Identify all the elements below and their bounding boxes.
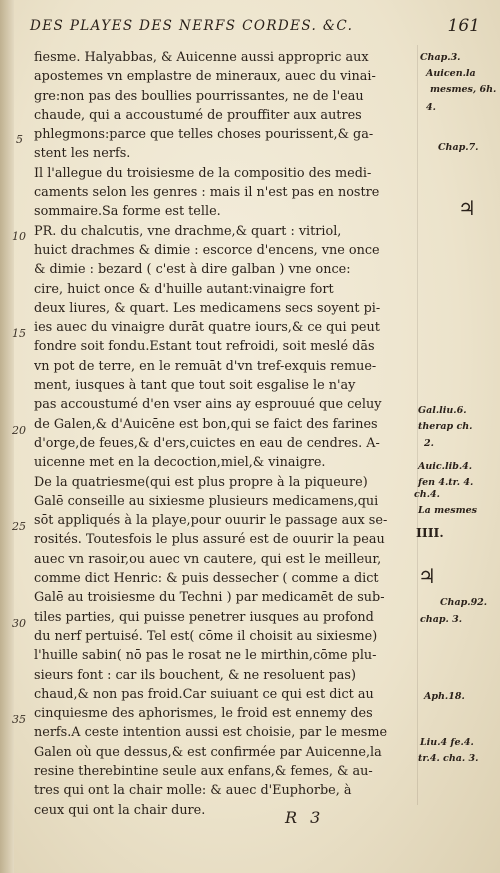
text-line: caments selon les genres : mais il n'est pas en nostre	[34, 185, 380, 201]
text-line: resine therebintine seule aux enfans,& femes, & au-	[34, 763, 373, 779]
margin-gloss: Auicen.la	[426, 68, 476, 79]
text-line: du nerf pertuisé. Tel est( cōme il choisit au sixiesme)	[34, 628, 378, 644]
text-line: cire, huict once & d'huille autant:vinaigre fort	[34, 281, 334, 297]
text-line: & dimie : bezard ( c'est à dire galban ) vne once:	[34, 262, 351, 278]
text-line: rosités. Toutesfois le plus assuré est de ouurir la peau	[34, 532, 385, 548]
text-line: apostemes vn emplastre de mineraux, auec du vinai-	[34, 69, 376, 85]
line-number: 30	[12, 617, 26, 630]
text-line: Galē au troisiesme du Techni ) par medicamēt de sub-	[34, 590, 385, 606]
text-line: cinquiesme des aphorismes, le froid est ennemy des	[34, 706, 373, 722]
text-line: pas accoustumé d'en vser ains ay esprouué que celuy	[34, 397, 382, 413]
body-text	[34, 48, 412, 820]
line-number: 5	[16, 133, 23, 146]
recipe-symbol-icon: ♃	[458, 196, 476, 220]
margin-gloss: Liu.4 fe.4.	[420, 737, 474, 748]
margin-gloss: Chap.7.	[438, 142, 479, 153]
margin-gloss: fen 4.tr. 4.	[418, 477, 474, 488]
text-line: ceux qui ont la chair dure.	[34, 802, 206, 818]
margin-gloss: 4.	[426, 102, 436, 113]
line-number: 35	[12, 713, 26, 726]
line-number: 10	[12, 230, 26, 243]
text-line: sieurs font : car ils bouchent, & ne resoluent pas)	[34, 667, 356, 683]
text-line: auec vn rasoir,ou auec vn cautere, qui est le meilleur,	[34, 551, 382, 567]
margin-gloss: La mesmes	[418, 505, 478, 516]
running-header	[30, 18, 490, 42]
text-line: chaude, qui a accoustumé de prouffiter aux autres	[34, 107, 362, 123]
text-line: De la quatriesme(qui est plus propre à la piqueure)	[34, 474, 368, 490]
line-number: 15	[12, 327, 26, 340]
recipe-symbol-icon: ♃	[418, 564, 436, 588]
text-line: vn pot de terre, en le remuāt d'vn tref-exquis remue-	[34, 358, 377, 374]
text-line: comme dict Henric: & puis dessecher ( comme a dict	[34, 571, 379, 587]
text-line: sommaire.Sa forme est telle.	[34, 204, 221, 220]
margin-gloss: tr.4. cha. 3.	[418, 753, 479, 764]
margin-gloss: Chap.3.	[420, 52, 461, 63]
page-number: 161	[447, 16, 480, 36]
text-line: deux liures, & quart. Les medicamens secs soyent pi-	[34, 300, 381, 316]
text-line: l'huille sabin( nō pas le rosat ne le mirthin,cōme plu-	[34, 648, 377, 664]
margin-gloss: Gal.liu.6.	[418, 405, 467, 416]
text-line: uicenne met en la decoction,miel,& vinaigre.	[34, 455, 326, 471]
signature-mark: R 3	[285, 808, 325, 827]
text-line: nerfs.A ceste intention aussi est choisie, par le mesme	[34, 725, 388, 741]
text-line: chaud,& non pas froid.Car suiuant ce qui est dict au	[34, 686, 374, 702]
text-line: PR. du chalcutis, vne drachme,& quart : vitriol,	[34, 223, 342, 239]
margin-gloss: chap. 3.	[420, 614, 463, 625]
margin-gloss: Aph.18.	[424, 691, 465, 702]
text-line: fiesme. Halyabbas, & Auicenne aussi appropric aux	[34, 50, 369, 65]
text-line: fondre soit fondu.Estant tout refroidi, soit meslé dās	[34, 339, 375, 355]
text-line: Galē conseille au sixiesme plusieurs medicamens,qui	[34, 493, 379, 509]
margin-gloss: therap ch.	[418, 421, 473, 432]
margin-gloss: ch.4.	[414, 489, 440, 500]
text-line: d'orge,de feues,& d'ers,cuictes en eau de cendres. A-	[34, 435, 380, 451]
text-line: ies auec du vinaigre durāt quatre iours,& ce qui peut	[34, 320, 380, 336]
margin-gloss: mesmes, 6h.	[430, 84, 497, 95]
text-line: sōt appliqués à la playe,pour ouurir le passage aux se-	[34, 513, 388, 529]
margin-gloss: 2.	[424, 438, 434, 449]
text-line: ment, iusques à tant que tout soit esgalise le n'ay	[34, 378, 356, 394]
line-number: 25	[12, 520, 26, 533]
text-line: phlegmons:parce que telles choses pourissent,& ga-	[34, 127, 374, 143]
text-line: tiles parties, qui puisse penetrer iusques au profond	[34, 609, 374, 625]
line-number: 20	[12, 424, 26, 437]
text-line: Il l'allegue du troisiesme de la compositio des medi-	[34, 165, 372, 181]
text-line: tres qui ont la chair molle: & auec d'Euphorbe, à	[34, 783, 352, 799]
text-line: huict drachmes & dimie : escorce d'encens, vne once	[34, 242, 380, 258]
margin-gloss: IIII.	[416, 525, 444, 540]
text-line: Galen où que dessus,& est confirmée par Auicenne,la	[34, 744, 382, 760]
text-line: stent les nerfs.	[34, 146, 131, 162]
text-line: de Galen,& d'Auicēne est bon,qui se faict des farines	[34, 416, 378, 432]
header-title: DES PLAYES DES NERFS CORDES. &C.	[30, 18, 354, 34]
margin-gloss: Chap.92.	[440, 597, 488, 608]
text-line: gre:non pas des boullies pourrissantes, ne de l'eau	[34, 88, 364, 104]
margin-gloss: Auic.lib.4.	[418, 461, 473, 472]
